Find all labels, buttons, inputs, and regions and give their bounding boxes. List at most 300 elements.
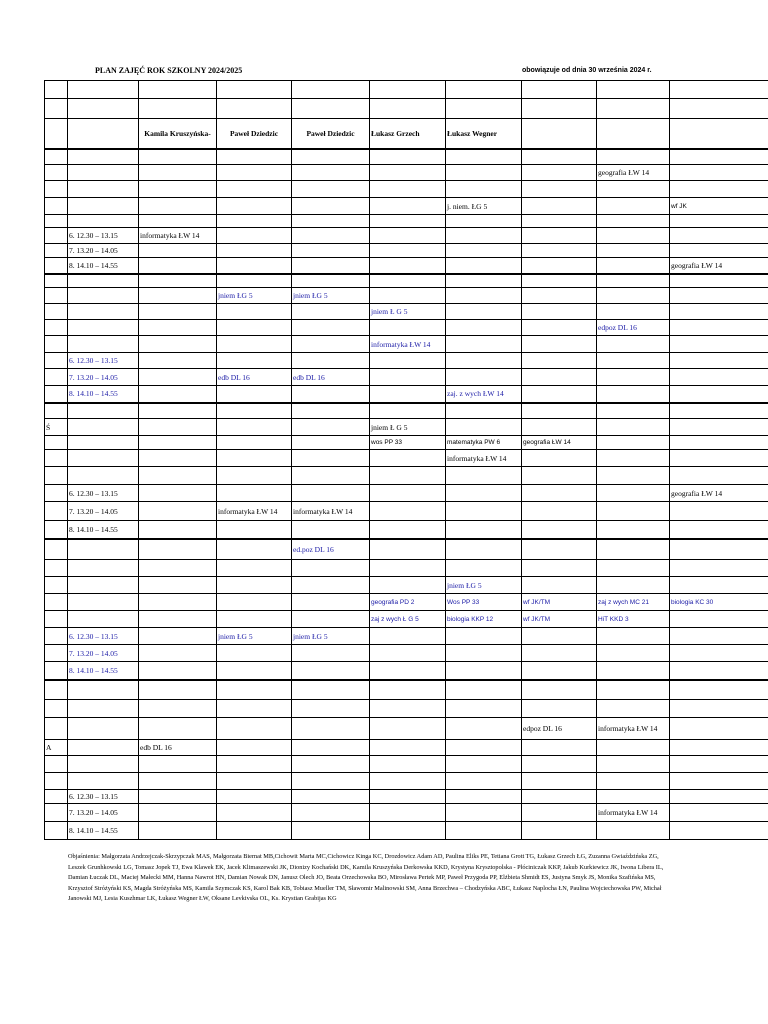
empty-cell [292,467,370,485]
teacher-header: Kamila Kruszyńska- [139,119,217,149]
empty-cell [217,304,292,320]
day-cell [45,502,68,521]
empty-cell [597,274,670,288]
empty-cell [670,119,768,149]
empty-cell [522,680,597,700]
table-row [45,539,768,560]
empty-cell [139,485,217,502]
teacher-header: Łukasz Grzech [370,119,446,149]
empty-cell [217,181,292,198]
empty-cell [139,662,217,680]
empty-cell [139,181,217,198]
empty-cell [139,353,217,369]
empty-cell [370,81,446,99]
table-row [45,485,768,502]
empty-cell [217,353,292,369]
empty-cell [670,662,768,680]
day-cell [45,369,68,386]
day-cell [45,822,68,840]
empty-cell [139,804,217,822]
empty-cell [522,467,597,485]
empty-cell [292,258,370,274]
empty-cell [217,467,292,485]
empty-cell [522,119,597,149]
lesson-cell: biologia KKP 12 [446,611,522,628]
day-cell [45,594,68,611]
empty-cell [446,718,522,740]
time-cell: 6. 12.30 – 13.15 [68,228,139,244]
empty-cell [446,756,522,773]
time-cell [68,773,139,790]
empty-cell [597,577,670,594]
table-row [45,740,768,756]
empty-cell [597,502,670,521]
empty-cell [139,790,217,804]
page-title: PLAN ZAJĘĆ ROK SZKOLNY 2024/2025 [95,66,243,75]
empty-cell [446,539,522,560]
empty-cell [217,386,292,403]
empty-cell [370,662,446,680]
empty-cell [597,539,670,560]
table-row [45,560,768,577]
time-cell [68,215,139,228]
empty-cell [292,740,370,756]
empty-cell [217,645,292,662]
empty-cell [370,718,446,740]
time-cell: 8. 14.10 – 14.55 [68,521,139,539]
empty-cell [370,628,446,645]
day-cell [45,611,68,628]
empty-cell [217,611,292,628]
empty-cell [446,288,522,304]
lesson-cell: wos PP 33 [370,436,446,450]
time-cell [68,436,139,450]
empty-cell [522,450,597,467]
empty-cell [670,467,768,485]
empty-cell [217,680,292,700]
empty-cell [522,288,597,304]
empty-cell [597,228,670,244]
table-row [45,198,768,215]
empty-cell [139,645,217,662]
day-cell [45,336,68,353]
empty-cell [217,198,292,215]
empty-cell [217,81,292,99]
empty-cell [597,304,670,320]
empty-cell [597,740,670,756]
empty-cell [370,198,446,215]
empty-cell [522,700,597,718]
empty-cell [522,181,597,198]
empty-cell [446,502,522,521]
empty-cell [446,304,522,320]
empty-cell [370,467,446,485]
empty-cell [670,628,768,645]
day-cell [45,560,68,577]
empty-cell [292,228,370,244]
empty-cell [597,773,670,790]
time-cell [68,419,139,436]
time-cell [68,450,139,467]
time-cell: 8. 14.10 – 14.55 [68,386,139,403]
lesson-cell: geografia ŁW 14 [597,165,670,181]
empty-cell [292,718,370,740]
empty-cell [217,99,292,119]
timetable [44,80,768,840]
lesson-cell: jniem ŁG 5 [292,628,370,645]
empty-cell [292,336,370,353]
empty-cell [217,718,292,740]
empty-cell [217,320,292,336]
day-cell [45,165,68,181]
table-row [45,165,768,181]
empty-cell [522,419,597,436]
empty-cell [292,244,370,258]
empty-cell [597,560,670,577]
empty-cell [370,215,446,228]
empty-cell [370,258,446,274]
empty-cell [292,560,370,577]
lesson-cell: matematyka PW 6 [446,436,522,450]
lesson-cell: informatyka ŁW 14 [292,502,370,521]
lesson-cell: informatyka ŁW 14 [597,718,670,740]
table-row [45,611,768,628]
empty-cell [522,274,597,288]
lesson-cell: biologia KC 30 [670,594,768,611]
day-cell [45,320,68,336]
empty-cell [446,419,522,436]
empty-cell [292,304,370,320]
empty-cell [597,99,670,119]
empty-cell [292,680,370,700]
empty-cell [597,450,670,467]
day-cell [45,181,68,198]
lesson-cell: jniem Ł G 5 [370,419,446,436]
empty-cell [139,288,217,304]
empty-cell [522,304,597,320]
empty-cell [670,822,768,840]
empty-cell [670,436,768,450]
time-cell [68,403,139,419]
empty-cell [139,274,217,288]
empty-cell [370,700,446,718]
empty-cell [370,386,446,403]
day-cell [45,258,68,274]
empty-cell [217,804,292,822]
table-row [45,662,768,680]
empty-cell [522,228,597,244]
empty-cell [597,258,670,274]
day-cell [45,81,68,99]
empty-cell [292,450,370,467]
table-row [45,320,768,336]
empty-cell [370,680,446,700]
empty-cell [292,756,370,773]
empty-cell [446,353,522,369]
empty-cell [139,198,217,215]
teacher-header: Paweł Dziedzic [217,119,292,149]
day-cell [45,539,68,560]
empty-cell [217,539,292,560]
table-row [45,756,768,773]
lesson-cell: ed.poz DL 16 [292,539,370,560]
empty-cell [670,700,768,718]
empty-cell [597,119,670,149]
day-cell [45,99,68,119]
empty-cell [292,165,370,181]
day-cell [45,485,68,502]
empty-cell [446,773,522,790]
empty-cell [139,81,217,99]
empty-cell [522,403,597,419]
day-cell: A [45,740,68,756]
empty-cell [217,215,292,228]
lesson-cell: informatyka ŁW 14 [446,450,522,467]
lesson-cell: geografia ŁW 14 [670,485,768,502]
empty-cell [139,680,217,700]
empty-cell [139,718,217,740]
time-cell [68,81,139,99]
table-row [45,773,768,790]
empty-cell [370,645,446,662]
time-cell [68,594,139,611]
empty-cell [370,539,446,560]
table-row [45,822,768,840]
empty-cell [217,419,292,436]
table-row [45,274,768,288]
empty-cell [670,181,768,198]
empty-cell [217,165,292,181]
lesson-cell: zaj. z wych ŁW 14 [446,386,522,403]
day-cell [45,450,68,467]
table-row [45,304,768,320]
empty-cell [139,149,217,165]
day-cell: Ś [45,419,68,436]
empty-cell [139,773,217,790]
empty-cell [292,436,370,450]
table-row [45,353,768,369]
time-cell [68,336,139,353]
empty-cell [522,773,597,790]
table-row [45,645,768,662]
empty-cell [522,369,597,386]
lesson-cell: edb DL 16 [217,369,292,386]
empty-cell [670,403,768,419]
lesson-cell: Wos PP 33 [446,594,522,611]
empty-cell [446,790,522,804]
empty-cell [217,577,292,594]
empty-cell [522,336,597,353]
empty-cell [670,718,768,740]
empty-cell [597,149,670,165]
time-cell [68,467,139,485]
empty-cell [670,560,768,577]
empty-cell [370,320,446,336]
empty-cell [446,258,522,274]
table-row [45,450,768,467]
lesson-cell: informatyka ŁW 14 [139,228,217,244]
empty-cell [446,165,522,181]
empty-cell [217,662,292,680]
time-cell: 6. 12.30 – 13.15 [68,485,139,502]
table-row [45,436,768,450]
empty-cell [522,258,597,274]
empty-cell [370,149,446,165]
empty-cell [292,790,370,804]
time-cell [68,165,139,181]
empty-cell [670,369,768,386]
empty-cell [522,740,597,756]
empty-cell [522,244,597,258]
empty-cell [597,288,670,304]
day-cell [45,577,68,594]
empty-cell [370,244,446,258]
empty-cell [597,628,670,645]
lesson-cell: jniem ŁG 5 [446,577,522,594]
empty-cell [597,181,670,198]
empty-cell [446,274,522,288]
empty-cell [670,215,768,228]
time-cell: 7. 13.20 – 14.05 [68,645,139,662]
table-row [45,386,768,403]
empty-cell [670,149,768,165]
day-cell [45,680,68,700]
empty-cell [670,790,768,804]
empty-cell [139,594,217,611]
time-cell [68,577,139,594]
empty-cell [292,215,370,228]
day-cell [45,645,68,662]
empty-cell [522,320,597,336]
empty-cell [670,165,768,181]
empty-cell [522,215,597,228]
empty-cell [139,336,217,353]
empty-cell [670,740,768,756]
day-cell [45,353,68,369]
empty-cell [139,386,217,403]
empty-cell [446,822,522,840]
empty-cell [670,304,768,320]
empty-cell [446,485,522,502]
day-cell [45,521,68,539]
empty-cell [370,502,446,521]
empty-cell [670,502,768,521]
empty-cell [370,369,446,386]
empty-cell [370,790,446,804]
empty-cell [139,215,217,228]
day-cell [45,718,68,740]
empty-cell [597,369,670,386]
empty-cell [670,228,768,244]
day-cell [45,790,68,804]
empty-cell [217,560,292,577]
table-row [45,700,768,718]
lesson-cell: edb DL 16 [292,369,370,386]
empty-cell [370,804,446,822]
empty-cell [446,149,522,165]
empty-cell [446,181,522,198]
empty-cell [370,756,446,773]
empty-cell [139,419,217,436]
time-cell [68,700,139,718]
time-cell [68,198,139,215]
empty-cell [292,149,370,165]
time-cell [68,680,139,700]
lesson-cell: geografia ŁW 14 [670,258,768,274]
empty-cell [670,336,768,353]
empty-cell [370,403,446,419]
empty-cell [446,244,522,258]
empty-cell [522,149,597,165]
valid-from-label: obowiązuje od dnia 30 września 2024 r. [522,67,652,74]
empty-cell [670,274,768,288]
empty-cell [446,700,522,718]
lesson-cell: jniem ŁG 5 [217,628,292,645]
table-row [45,804,768,822]
empty-cell [522,502,597,521]
empty-cell [139,502,217,521]
empty-cell [522,539,597,560]
empty-cell [139,403,217,419]
time-cell: 8. 14.10 – 14.55 [68,662,139,680]
time-cell [68,611,139,628]
empty-cell [139,521,217,539]
empty-cell [522,756,597,773]
empty-cell [670,419,768,436]
day-cell [45,244,68,258]
table-row [45,99,768,119]
empty-cell [217,594,292,611]
empty-cell [670,288,768,304]
empty-cell [217,773,292,790]
empty-cell [292,521,370,539]
day-cell [45,403,68,419]
empty-cell [292,645,370,662]
empty-cell [370,822,446,840]
day-cell [45,467,68,485]
empty-cell [370,521,446,539]
empty-cell [217,756,292,773]
empty-cell [217,790,292,804]
empty-cell [670,773,768,790]
empty-cell [139,99,217,119]
lesson-cell: informatyka ŁW 14 [217,502,292,521]
empty-cell [670,450,768,467]
empty-cell [446,740,522,756]
empty-cell [522,81,597,99]
empty-cell [217,450,292,467]
day-cell [45,215,68,228]
table-row [45,336,768,353]
empty-cell [522,645,597,662]
empty-cell [522,386,597,403]
empty-cell [292,700,370,718]
empty-cell [597,756,670,773]
empty-cell [292,198,370,215]
lesson-cell: jniem ŁG 5 [217,288,292,304]
empty-cell [292,403,370,419]
day-cell [45,274,68,288]
empty-cell [139,244,217,258]
empty-cell [446,467,522,485]
empty-cell [522,353,597,369]
empty-cell [597,198,670,215]
empty-cell [292,773,370,790]
empty-cell [446,680,522,700]
lesson-cell: informatyka ŁW 14 [370,336,446,353]
empty-cell [670,577,768,594]
lesson-cell: geografia PD 2 [370,594,446,611]
